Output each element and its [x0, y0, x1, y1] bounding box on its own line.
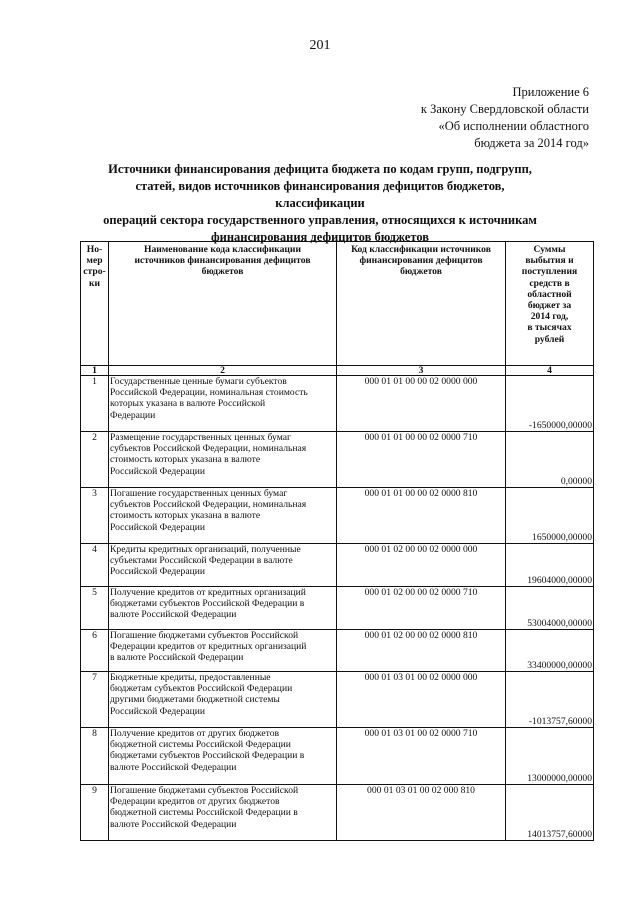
- column-number: 1: [81, 366, 109, 376]
- table-row: [81, 785, 594, 841]
- row-number: 7: [81, 672, 109, 728]
- row-number: 9: [81, 785, 109, 841]
- row-name-line: Погашение бюджетами субъектов Российской: [110, 630, 299, 641]
- row-sum: -1013757,60000: [506, 672, 594, 728]
- header-sum: Суммы выбытия и поступления средств в областной бюджет за 2014 год, в тысячах рублей: [506, 242, 594, 366]
- column-number: 4: [506, 366, 594, 376]
- row-number: 6: [81, 630, 109, 672]
- row-name-line: Государственные ценные бумаги субъектов: [110, 376, 287, 387]
- row-name-line: в валюте Российской Федерации: [110, 652, 244, 664]
- page-number: 201: [309, 38, 331, 53]
- row-sum: -1650000,00000: [506, 376, 594, 432]
- row-sum: 14013757,60000: [506, 785, 594, 841]
- row-code: 000 01 01 00 00 02 0000 000: [337, 376, 506, 432]
- row-code: 000 01 01 00 00 02 0000 710: [337, 432, 506, 488]
- row-code: 000 01 01 00 00 02 0000 810: [337, 488, 506, 544]
- row-sum: 53004000,00000: [506, 587, 594, 630]
- row-name-line: субъектами Российской Федерации в валюте: [110, 555, 293, 567]
- row-number: 4: [81, 544, 109, 587]
- row-name-line: другими бюджетами бюджетной системы: [110, 694, 280, 706]
- table-row: [81, 432, 594, 488]
- row-name-line: Получение кредитов от кредитных организаций: [110, 587, 306, 598]
- table-row: [81, 544, 594, 587]
- header-number: Но- мер стро- ки: [81, 242, 109, 366]
- row-name-line: субъектов Российской Федерации, номинальная: [110, 443, 307, 455]
- row-name-line: субъектов Российской Федерации, номинальная: [110, 499, 307, 511]
- row-name: [109, 488, 337, 544]
- title-line: операций сектора государственного управления, относящихся к источникам: [103, 213, 537, 227]
- row-number: 8: [81, 728, 109, 785]
- document-title: [92, 161, 548, 246]
- row-name-line: бюджетной системы Российской Федерации: [110, 739, 291, 751]
- row-name-line: бюджетами субъектов Российской Федерации в: [110, 750, 305, 762]
- row-code: 000 01 02 00 00 02 0000 710: [337, 587, 506, 630]
- appendix-line: Приложение 6: [512, 85, 589, 99]
- title-line: Источники финансирования дефицита бюджета по кодам групп, подгрупп,: [108, 162, 532, 176]
- row-name-line: Получение кредитов от других бюджетов: [110, 728, 280, 739]
- row-number: 1: [81, 376, 109, 432]
- row-name-line: бюджетной системы Российской Федерации в: [110, 807, 298, 819]
- row-name-line: бюджетам субъектов Российской Федерации: [110, 683, 293, 695]
- table-row: [81, 488, 594, 544]
- table-row: [81, 728, 594, 785]
- row-name-line: валюте Российской Федерации: [110, 609, 237, 621]
- row-name-line: стоимость которых указана в валюте: [110, 454, 261, 466]
- row-name-line: Размещение государственных ценных бумаг: [110, 432, 291, 443]
- table-row: [81, 587, 594, 630]
- row-code: 000 01 02 00 00 02 0000 000: [337, 544, 506, 587]
- row-code: 000 01 03 01 00 02 000 810: [337, 785, 506, 841]
- appendix-line: «Об исполнении областного: [438, 119, 589, 133]
- row-name-line: которых указана в валюте Российской: [110, 398, 266, 410]
- row-code: 000 01 03 01 00 02 0000 710: [337, 728, 506, 785]
- column-number: 2: [109, 366, 337, 376]
- row-name-line: Российской Федерации: [110, 465, 205, 477]
- row-name-line: Российской Федерации: [110, 521, 205, 533]
- row-name: [109, 587, 337, 630]
- title-line: финансирования дефицитов бюджетов: [210, 230, 430, 244]
- table-row: [81, 630, 594, 672]
- financing-sources-table: [80, 241, 594, 841]
- row-sum: 33400000,00000: [506, 630, 594, 672]
- row-name: [109, 672, 337, 728]
- header-row: [81, 242, 594, 366]
- row-sum: 19604000,00000: [506, 544, 594, 587]
- row-sum: 0,00000: [506, 432, 594, 488]
- row-name-line: Погашение бюджетами субъектов Российской: [110, 785, 299, 796]
- appendix-line: к Закону Свердловской области: [420, 102, 589, 116]
- row-name-line: Российской Федерации: [110, 705, 205, 717]
- row-name: [109, 785, 337, 841]
- appendix-line: бюджета за 2014 год»: [474, 136, 589, 150]
- header-name: Наименование кода классификации источников финансирования дефицитов бюджетов: [109, 242, 337, 366]
- row-code: 000 01 02 00 00 02 0000 810: [337, 630, 506, 672]
- row-name-line: Федерации: [110, 409, 156, 421]
- row-sum: 1650000,00000: [506, 488, 594, 544]
- row-name-line: Кредиты кредитных организаций, полученные: [110, 544, 301, 555]
- row-name-line: Федерации кредитов от кредитных организаций: [110, 641, 307, 653]
- row-name: [109, 432, 337, 488]
- row-name-line: валюте Российской Федерации: [110, 761, 237, 773]
- table-row: [81, 672, 594, 728]
- appendix-note: [421, 84, 589, 152]
- row-name-line: стоимость которых указана в валюте: [110, 510, 261, 522]
- row-name-line: Погашение государственных ценных бумаг: [110, 488, 288, 499]
- row-number: 2: [81, 432, 109, 488]
- row-sum: 13000000,00000: [506, 728, 594, 785]
- row-name-line: Российской Федерации: [110, 566, 205, 578]
- column-number: 3: [337, 366, 506, 376]
- title-line: статей, видов источников финансирования дефицитов бюджетов, классификации: [135, 179, 505, 210]
- row-name-line: Бюджетные кредиты, предоставленные: [110, 672, 271, 683]
- row-code: 000 01 03 01 00 02 0000 000: [337, 672, 506, 728]
- row-name: [109, 728, 337, 785]
- column-number-row: [81, 366, 594, 376]
- header-code: Код классификации источников финансирования дефицитов бюджетов: [337, 242, 506, 366]
- row-name-line: бюджетами субъектов Российской Федерации в: [110, 598, 305, 610]
- row-name: [109, 544, 337, 587]
- row-name-line: Российской Федерации, номинальная стоимость: [110, 387, 308, 399]
- table-row: [81, 376, 594, 432]
- row-name-line: валюте Российской Федерации: [110, 818, 237, 830]
- row-number: 5: [81, 587, 109, 630]
- row-number: 3: [81, 488, 109, 544]
- row-name: [109, 630, 337, 672]
- row-name: [109, 376, 337, 432]
- row-name-line: Федерации кредитов от других бюджетов: [110, 796, 280, 808]
